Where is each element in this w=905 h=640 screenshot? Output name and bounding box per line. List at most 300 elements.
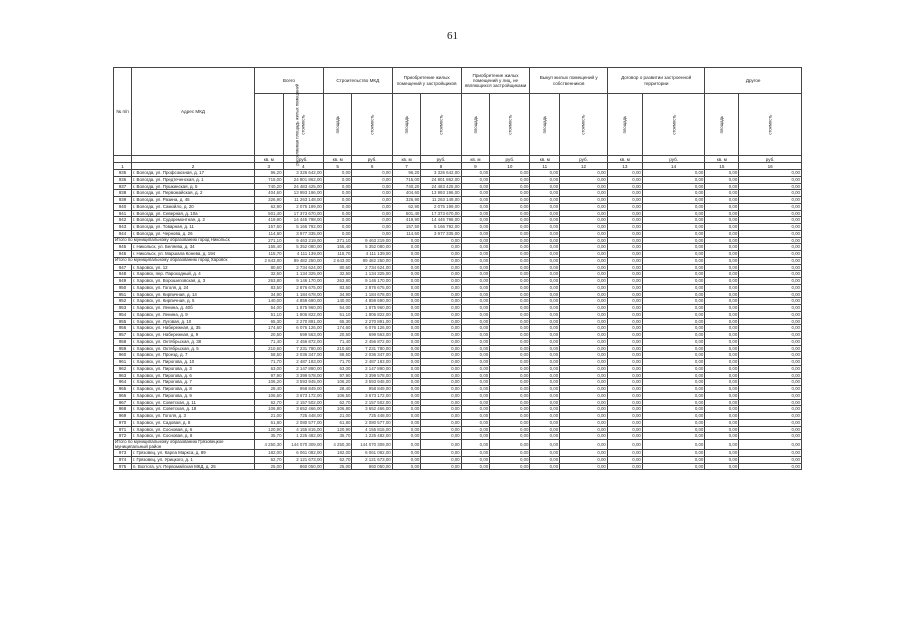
value-cell: 0,00 <box>421 406 461 413</box>
value-cell: 0,00 <box>607 291 642 298</box>
value-cell: 2 270 891,00 <box>352 318 392 325</box>
value-cell: 0,00 <box>421 311 461 318</box>
subtotal-label: Итого по муниципальному образованию город Никольск <box>114 237 255 244</box>
value-cell: 0,00 <box>461 413 490 420</box>
row-address: г. Вологда, ул. Чернова, д. 26 <box>132 230 255 237</box>
value-cell: 0,00 <box>642 456 705 463</box>
value-cell: 0,00 <box>705 251 739 258</box>
value-cell: 0,00 <box>352 217 392 224</box>
row-number: 962 <box>114 365 132 372</box>
subtotal-row <box>114 237 802 244</box>
value-cell: 2 487 183,00 <box>283 359 323 366</box>
row-address: г. Вологда, ул. Первомайская, д. 2 <box>132 190 255 197</box>
value-cell: 0,00 <box>392 392 421 399</box>
value-cell: 0,00 <box>530 298 560 305</box>
value-cell: 182,00 <box>254 450 283 457</box>
value-cell: 5 166 792,00 <box>283 224 323 231</box>
value-cell: 61,80 <box>254 419 283 426</box>
table-row <box>114 463 802 470</box>
value-cell: 0,00 <box>607 463 642 470</box>
value-cell: 0,00 <box>705 278 739 285</box>
value-cell: 80,60 <box>254 264 283 271</box>
value-cell: 0,00 <box>490 433 530 440</box>
value-cell: 263,80 <box>254 278 283 285</box>
row-number: 953 <box>114 305 132 312</box>
value-cell: 3 673 172,00 <box>283 392 323 399</box>
row-number: 951 <box>114 291 132 298</box>
table-row <box>114 224 802 231</box>
value-cell: 419,90 <box>254 217 283 224</box>
value-cell: 0,00 <box>490 217 530 224</box>
value-cell: 0,00 <box>461 305 490 312</box>
value-cell: 0,00 <box>642 224 705 231</box>
value-cell: 0,00 <box>530 426 560 433</box>
value-cell: 0,00 <box>490 257 530 264</box>
value-cell: 0,00 <box>530 433 560 440</box>
value-cell: 0,00 <box>560 170 608 177</box>
subheader-area: площадь <box>607 94 642 156</box>
value-cell: 4 859 690,00 <box>283 298 323 305</box>
unit-cell: кв. м <box>461 156 490 163</box>
value-cell: 0,00 <box>461 176 490 183</box>
value-cell: 0,00 <box>392 426 421 433</box>
value-cell: 326,90 <box>392 197 421 204</box>
value-cell: 0,00 <box>642 210 705 217</box>
value-cell: 0,00 <box>705 318 739 325</box>
value-cell: 0,00 <box>490 386 530 393</box>
row-address: г. Харовск, ул. Пирогова, д. 10 <box>132 359 255 366</box>
column-number-cell: 7 <box>392 163 421 170</box>
value-cell: 0,00 <box>642 278 705 285</box>
value-cell: 0,00 <box>642 251 705 258</box>
value-cell: 115,70 <box>254 251 283 258</box>
value-cell: 0,00 <box>642 359 705 366</box>
value-cell: 0,00 <box>490 406 530 413</box>
value-cell: 0,00 <box>490 271 530 278</box>
value-cell: 0,00 <box>421 251 461 258</box>
value-cell: 6 076 126,00 <box>352 325 392 332</box>
value-cell: 58,50 <box>254 352 283 359</box>
row-number: 956 <box>114 325 132 332</box>
row-number: 946 <box>114 251 132 258</box>
value-cell: 0,00 <box>642 426 705 433</box>
value-cell: 0,00 <box>739 244 802 251</box>
row-address: г. Харовск, ул. Гоголя, д. 3 <box>132 413 255 420</box>
value-cell: 0,00 <box>560 203 608 210</box>
value-cell: 0,00 <box>461 338 490 345</box>
value-cell: 0,00 <box>607 224 642 231</box>
value-cell: 0,00 <box>607 379 642 386</box>
value-cell: 0,00 <box>490 440 530 450</box>
value-cell: 0,00 <box>421 291 461 298</box>
value-cell: 0,00 <box>392 345 421 352</box>
value-cell: 2 157 502,00 <box>352 399 392 406</box>
row-address: г. Харовск, ул. Советская, д. 11 <box>132 399 255 406</box>
value-cell: 0,00 <box>421 298 461 305</box>
value-cell: 0,00 <box>560 217 608 224</box>
value-cell: 0,00 <box>392 352 421 359</box>
table-row <box>114 386 802 393</box>
value-cell: 0,00 <box>490 224 530 231</box>
subheader-cost: стоимость <box>490 94 530 156</box>
value-cell: 0,00 <box>530 176 560 183</box>
unit-cell: руб. <box>739 156 802 163</box>
value-cell: 0,00 <box>392 338 421 345</box>
value-cell: 25,00 <box>254 463 283 470</box>
value-cell: 0,00 <box>607 170 642 177</box>
value-cell: 2 147 890,00 <box>283 365 323 372</box>
value-cell: 0,00 <box>421 440 461 450</box>
value-cell: 0,00 <box>490 284 530 291</box>
row-number: 955 <box>114 318 132 325</box>
col-total-header: Всего <box>254 68 323 94</box>
value-cell: 0,00 <box>392 419 421 426</box>
value-cell: 0,00 <box>607 176 642 183</box>
value-cell: 0,00 <box>421 456 461 463</box>
value-cell: 3 977 335,00 <box>421 230 461 237</box>
value-cell: 0,00 <box>461 284 490 291</box>
row-address: г. Никольск, ул. Беляева, д. 34 <box>132 244 255 251</box>
row-number: 942 <box>114 217 132 224</box>
value-cell: 0,00 <box>607 372 642 379</box>
value-cell: 0,00 <box>392 399 421 406</box>
row-address: г. Харовск, ул. Пирогова, д. 8 <box>132 386 255 393</box>
value-cell: 0,00 <box>607 318 642 325</box>
column-numbers-row <box>114 163 802 170</box>
row-address: г. Харовск, ул. Набережная, д. 35 <box>132 325 255 332</box>
table-row <box>114 456 802 463</box>
unit-cell: кв. м <box>607 156 642 163</box>
value-cell: 0,00 <box>642 183 705 190</box>
value-cell: 0,00 <box>530 463 560 470</box>
value-cell: 326,90 <box>254 197 283 204</box>
value-cell: 0,00 <box>461 257 490 264</box>
row-address: г. Харовск, ул. Октябрьская, д. 38 <box>132 338 255 345</box>
value-cell: 120,90 <box>254 426 283 433</box>
unit-cell: кв. м <box>254 156 283 163</box>
row-address: г. Вологда, ул. Северная, д. 10а <box>132 210 255 217</box>
value-cell: 0,00 <box>490 352 530 359</box>
value-cell: 0,00 <box>705 345 739 352</box>
value-cell: 155,40 <box>254 244 283 251</box>
value-cell: 0,00 <box>705 230 739 237</box>
column-number-cell: 14 <box>642 163 705 170</box>
value-cell: 0,00 <box>642 386 705 393</box>
value-cell: 0,00 <box>642 463 705 470</box>
value-cell: 0,00 <box>705 311 739 318</box>
value-cell: 0,00 <box>607 251 642 258</box>
value-cell: 3 593 945,00 <box>283 379 323 386</box>
value-cell: 0,00 <box>739 406 802 413</box>
value-cell: 0,00 <box>607 456 642 463</box>
value-cell: 0,00 <box>392 325 421 332</box>
column-number-cell: 4 <box>283 163 323 170</box>
subheader-area: расселяемая площадь жилых помещений <box>254 94 283 156</box>
unit-cell: руб. <box>352 156 392 163</box>
row-address: г. Харовск, пер. Пароходный, д. 4 <box>132 271 255 278</box>
value-cell: 62,70 <box>323 456 352 463</box>
value-cell: 0,00 <box>705 392 739 399</box>
value-cell: 715,00 <box>254 176 283 183</box>
value-cell: 0,00 <box>642 332 705 339</box>
subheader-area: площадь <box>323 94 352 156</box>
row-address: г. Харовск, ул. Проезд, д. 7 <box>132 352 255 359</box>
value-cell: 61,80 <box>323 419 352 426</box>
value-cell: 0,00 <box>352 203 392 210</box>
value-cell: 0,00 <box>461 456 490 463</box>
value-cell: 0,00 <box>490 298 530 305</box>
value-cell: 0,00 <box>461 210 490 217</box>
table-row <box>114 284 802 291</box>
row-number: 965 <box>114 386 132 393</box>
value-cell: 0,00 <box>490 419 530 426</box>
value-cell: 0,00 <box>739 298 802 305</box>
value-cell: 0,00 <box>642 433 705 440</box>
value-cell: 0,00 <box>421 305 461 312</box>
value-cell: 0,00 <box>705 338 739 345</box>
value-cell: 5 352 080,00 <box>352 244 392 251</box>
value-cell: 0,00 <box>739 291 802 298</box>
value-cell: 0,00 <box>607 264 642 271</box>
value-cell: 13 993 196,00 <box>421 190 461 197</box>
subtotal-row <box>114 257 802 264</box>
value-cell: 0,00 <box>421 433 461 440</box>
value-cell: 0,00 <box>560 190 608 197</box>
table-row <box>114 176 802 183</box>
value-cell: 0,00 <box>739 419 802 426</box>
value-cell: 0,00 <box>705 183 739 190</box>
row-number: 973 <box>114 450 132 457</box>
value-cell: 0,00 <box>352 230 392 237</box>
row-number: 954 <box>114 311 132 318</box>
value-cell: 0,00 <box>421 463 461 470</box>
value-cell: 0,00 <box>421 338 461 345</box>
value-cell: 0,00 <box>530 379 560 386</box>
value-cell: 11 263 148,00 <box>421 197 461 204</box>
value-cell: 0,00 <box>560 271 608 278</box>
value-cell: 0,00 <box>607 217 642 224</box>
value-cell: 0,00 <box>560 386 608 393</box>
value-cell: 0,00 <box>739 257 802 264</box>
value-cell: 0,00 <box>530 456 560 463</box>
value-cell: 0,00 <box>421 325 461 332</box>
value-cell: 71,70 <box>254 359 283 366</box>
value-cell: 0,00 <box>642 257 705 264</box>
table-row <box>114 338 802 345</box>
value-cell: 62,70 <box>254 456 283 463</box>
row-number: 939 <box>114 197 132 204</box>
table-row <box>114 203 802 210</box>
value-cell: 0,00 <box>530 183 560 190</box>
table-row <box>114 406 802 413</box>
value-cell: 97,90 <box>323 372 352 379</box>
value-cell: 0,00 <box>642 244 705 251</box>
value-cell: 0,00 <box>705 170 739 177</box>
value-cell: 0,00 <box>560 372 608 379</box>
value-cell: 0,00 <box>490 170 530 177</box>
table-row <box>114 170 802 177</box>
value-cell: 0,00 <box>530 251 560 258</box>
value-cell: 0,00 <box>739 190 802 197</box>
resettlement-table <box>113 67 802 470</box>
value-cell: 0,00 <box>323 170 352 177</box>
value-cell: 0,00 <box>392 237 421 244</box>
value-cell: 0,00 <box>490 183 530 190</box>
value-cell: 0,00 <box>705 365 739 372</box>
table-row <box>114 450 802 457</box>
value-cell: 0,00 <box>607 197 642 204</box>
column-number-cell: 8 <box>421 163 461 170</box>
row-number: 947 <box>114 264 132 271</box>
value-cell: 0,00 <box>560 278 608 285</box>
value-cell: 0,00 <box>323 217 352 224</box>
value-cell: 54,00 <box>323 305 352 312</box>
value-cell: 0,00 <box>607 399 642 406</box>
value-cell: 860 050,00 <box>283 463 323 470</box>
value-cell: 65,30 <box>254 318 283 325</box>
value-cell: 2 121 673,00 <box>352 456 392 463</box>
row-address: г. Харовск, ул. Пирогова, д. 3 <box>132 365 255 372</box>
unit-cell: руб. <box>490 156 530 163</box>
value-cell: 51,10 <box>254 311 283 318</box>
value-cell: 2 643,00 <box>254 257 283 264</box>
value-cell: 0,00 <box>530 257 560 264</box>
subheader-cost: стоимость <box>421 94 461 156</box>
value-cell: 0,00 <box>323 230 352 237</box>
value-cell: 0,00 <box>705 176 739 183</box>
table-body <box>114 170 802 470</box>
value-cell: 0,00 <box>530 325 560 332</box>
column-number-cell: 2 <box>132 163 255 170</box>
unit-cell: кв. м <box>705 156 739 163</box>
subtotal-label: Итого по муниципальному образованию город Харовск <box>114 257 255 264</box>
value-cell: 0,00 <box>642 197 705 204</box>
value-cell: 106,20 <box>323 379 352 386</box>
table-row <box>114 365 802 372</box>
value-cell: 0,00 <box>560 456 608 463</box>
value-cell: 0,00 <box>352 197 392 204</box>
value-cell: 89 482 250,00 <box>283 257 323 264</box>
table-row <box>114 183 802 190</box>
value-cell: 89 482 250,00 <box>352 257 392 264</box>
value-cell: 0,00 <box>323 190 352 197</box>
value-cell: 0,00 <box>607 210 642 217</box>
table-row <box>114 379 802 386</box>
value-cell: 0,00 <box>530 440 560 450</box>
value-cell: 140,00 <box>254 298 283 305</box>
row-address: г. Вологда, ул. Профсоюзная, д. 17 <box>132 170 255 177</box>
row-number: 941 <box>114 210 132 217</box>
row-number: 943 <box>114 224 132 231</box>
col-territory-header: Договор о развитии застроенной территории <box>607 68 705 94</box>
value-cell: 0,00 <box>705 463 739 470</box>
value-cell: 1 806 822,00 <box>352 311 392 318</box>
column-number-cell: 11 <box>530 163 560 170</box>
value-cell: 0,00 <box>739 176 802 183</box>
value-cell: 0,00 <box>642 440 705 450</box>
value-cell: 0,00 <box>560 352 608 359</box>
value-cell: 0,00 <box>739 325 802 332</box>
value-cell: 0,00 <box>705 305 739 312</box>
value-cell: 0,00 <box>530 190 560 197</box>
value-cell: 0,00 <box>323 224 352 231</box>
value-cell: 0,00 <box>607 230 642 237</box>
value-cell: 0,00 <box>642 298 705 305</box>
subtotal-row <box>114 440 802 450</box>
value-cell: 0,00 <box>530 230 560 237</box>
value-cell: 106,50 <box>323 392 352 399</box>
value-cell: 54,00 <box>254 305 283 312</box>
subheader-cost: стоимость <box>642 94 705 156</box>
column-number-cell: 12 <box>560 163 608 170</box>
value-cell: 0,00 <box>642 352 705 359</box>
value-cell: 0,00 <box>642 203 705 210</box>
col-construction-header: Строительство МКД <box>323 68 392 94</box>
value-cell: 115,70 <box>323 251 352 258</box>
value-cell: 0,00 <box>530 170 560 177</box>
table-row <box>114 244 802 251</box>
row-number: 958 <box>114 338 132 345</box>
value-cell: 0,00 <box>530 318 560 325</box>
value-cell: 0,00 <box>530 365 560 372</box>
value-cell: 0,00 <box>421 244 461 251</box>
value-cell: 0,00 <box>607 278 642 285</box>
value-cell: 0,00 <box>490 197 530 204</box>
value-cell: 0,00 <box>739 352 802 359</box>
table-row <box>114 291 802 298</box>
value-cell: 1 875 960,00 <box>352 305 392 312</box>
value-cell: 0,00 <box>705 399 739 406</box>
table-row <box>114 230 802 237</box>
value-cell: 71,40 <box>323 338 352 345</box>
row-address: г. Вологда, ул. Товарная, д. 11 <box>132 224 255 231</box>
table-row <box>114 217 802 224</box>
value-cell: 51,10 <box>323 311 352 318</box>
value-cell: 0,00 <box>421 332 461 339</box>
value-cell: 0,00 <box>392 359 421 366</box>
value-cell: 20,50 <box>254 332 283 339</box>
value-cell: 0,00 <box>560 318 608 325</box>
subheader-cost: стоимость <box>352 94 392 156</box>
value-cell: 0,00 <box>560 338 608 345</box>
value-cell: 0,00 <box>607 183 642 190</box>
row-number: 969 <box>114 413 132 420</box>
value-cell: 0,00 <box>392 305 421 312</box>
value-cell: 0,00 <box>739 264 802 271</box>
table-row <box>114 311 802 318</box>
value-cell: 0,00 <box>490 332 530 339</box>
row-address: г. Харовск, ул. Кирпичная, д. 14 <box>132 291 255 298</box>
value-cell: 0,00 <box>461 325 490 332</box>
value-cell: 210,60 <box>254 345 283 352</box>
value-cell: 0,00 <box>607 190 642 197</box>
value-cell: 0,00 <box>461 379 490 386</box>
subheader-area: площадь <box>530 94 560 156</box>
value-cell: 4 155 815,00 <box>352 426 392 433</box>
value-cell: 0,00 <box>490 190 530 197</box>
value-cell: 0,00 <box>642 217 705 224</box>
value-cell: 0,00 <box>705 203 739 210</box>
value-cell: 0,00 <box>530 311 560 318</box>
row-address: г. Харовск, ул. Пирогова, д. 6 <box>132 372 255 379</box>
value-cell: 0,00 <box>642 345 705 352</box>
value-cell: 2 121 673,00 <box>283 456 323 463</box>
value-cell: 0,00 <box>530 419 560 426</box>
value-cell: 0,00 <box>607 426 642 433</box>
value-cell: 0,00 <box>560 392 608 399</box>
value-cell: 120,90 <box>323 426 352 433</box>
value-cell: 0,00 <box>642 406 705 413</box>
